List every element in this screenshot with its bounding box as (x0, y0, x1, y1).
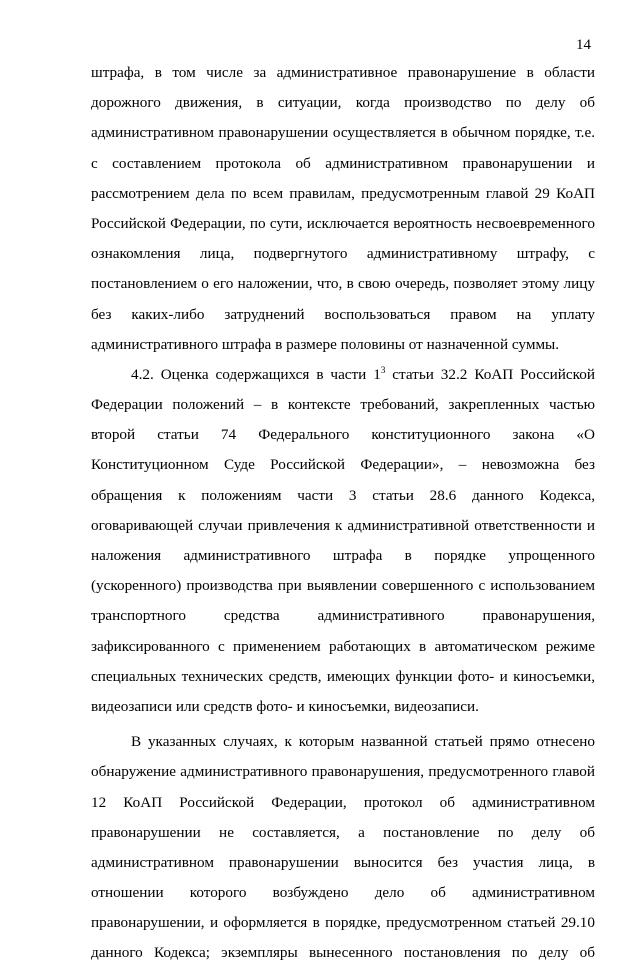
text-line: (ускоренного) производства при выявлении совершенного с использованием (91, 577, 595, 595)
text-line: Федерации положений – в контексте требований, закрепленных частью (91, 396, 595, 414)
text-fragment: 4.2. Оценка содержащихся в части 1 (131, 365, 381, 383)
page-number: 14 (576, 37, 591, 53)
text-line: отношении которого возбуждено дело об административном (91, 884, 595, 902)
text-line: постановлением о его наложении, что, в свою очередь, позволяет этому лицу (91, 275, 595, 293)
text-line: с составлением протокола об административном правонарушении и (91, 154, 595, 172)
text-line: 12 КоАП Российской Федерации, протокол об административном (91, 793, 595, 811)
text-line: В указанных случаях, к которым названной статьей прямо отнесено (131, 733, 595, 751)
text-line: административном правонарушении осуществляется в обычном порядке, т.е. (91, 124, 595, 142)
superscript: 3 (380, 364, 386, 375)
text-line: видеозаписи или средств фото- и киносъемки, видеозаписи. (91, 697, 479, 715)
text-line: обнаружение административного правонарушения, предусмотренного главой (91, 763, 595, 781)
text-line: дорожного движения, в ситуации, когда производство по делу об (91, 94, 595, 112)
text-line: наложения административного штрафа в порядке упрощенного (91, 547, 595, 564)
text-line: административного штрафа в размере половины от назначенной суммы. (91, 335, 560, 353)
text-line: штрафа, в том числе за административное правонарушение в области (91, 64, 595, 81)
text-line: Российской Федерации, по сути, исключается вероятность несвоевременного (91, 214, 595, 232)
section-heading-line (91, 360, 595, 390)
text-line: обращения к положениям части 3 статьи 28.6 данного Кодекса, (91, 486, 595, 504)
text-line: специальных технических средств, имеющих функции фото- и киносъемки, (91, 667, 595, 685)
text-line: Конституционном Суде Российской Федерации», – невозможна без (91, 456, 595, 474)
text-line: административном правонарушении выносится без участия лица, в (91, 853, 595, 871)
text-line: без каких-либо затруднений воспользоваться правом на уплату (91, 305, 595, 323)
text-line: рассмотрением дела по всем правилам, предусмотренным главой 29 КоАП (91, 184, 595, 202)
text-line: второй статьи 74 Федерального конституционного закона «О (91, 426, 595, 444)
paragraph-1 (91, 58, 595, 360)
text-line: правонарушении, и оформляется в порядке, предусмотренном статьей 29.10 (91, 914, 595, 932)
text-line: ознакомления лица, подвергнутого административному штрафу, с (91, 245, 595, 263)
text-line: оговаривающей случаи привлечения к административной ответственности и (91, 516, 595, 534)
document-body (91, 58, 595, 969)
text-line: данного Кодекса; экземпляры вынесенного постановления по делу об (91, 944, 595, 962)
text-line: транспортного средства административного правонарушения, (91, 607, 595, 625)
paragraph-2 (91, 360, 595, 722)
text-fragment: статьи 32.2 КоАП Российской (385, 365, 595, 383)
text-line: правонарушении не составляется, а постановление по делу об (91, 823, 595, 841)
paragraph-3 (91, 727, 595, 969)
text-line: зафиксированного с применением работающих в автоматическом режиме (91, 637, 595, 655)
